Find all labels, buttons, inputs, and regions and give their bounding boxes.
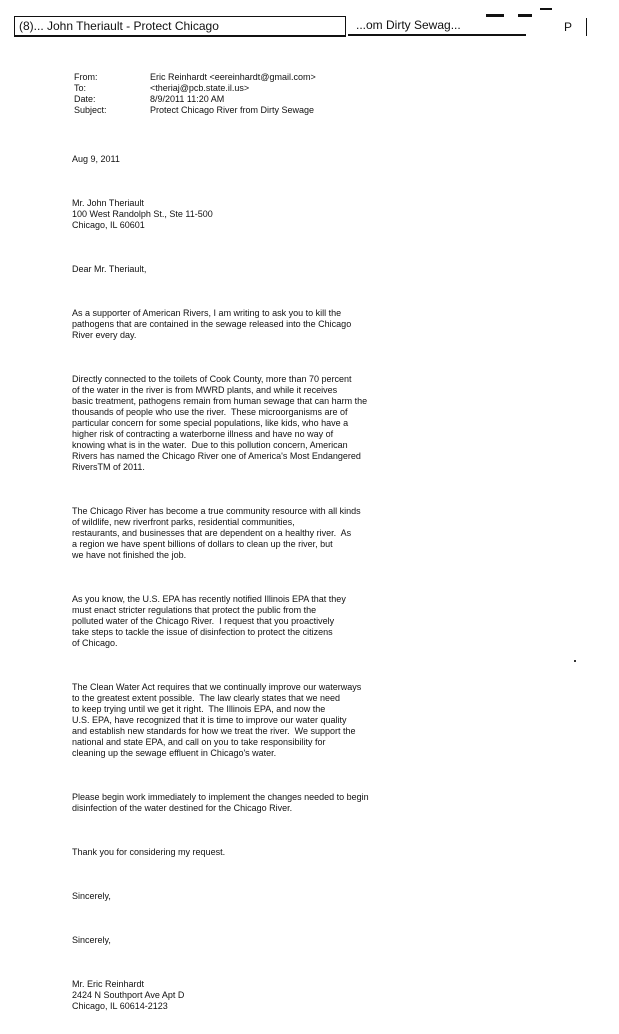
date-line: Aug 9, 2011 [72, 154, 120, 164]
signature: Mr. Eric Reinhardt 2424 N Southport Ave Apt D Chicago, IL 60614-2123 [72, 979, 185, 1011]
closing-2: Sincerely, [72, 935, 111, 945]
paragraph-5: The Clean Water Act requires that we continually improve our waterways to the greatest extent possible. The law clearly states that we need to keep trying until we get it right. The Illinois EPA, and now the U.S. EPA, have recognized that it is time to improve our water quality and establish new standards for how we treat the river. We support the national and state EPA, and call on you to take responsibility for cleaning up the sewage effluent in Chicago's water. [72, 682, 362, 758]
paragraph-4: As you know, the U.S. EPA has recently notified Illinois EPA that they must enact stricter regulations that protect the public from the polluted water of the Chicago River. I request that you proactively take steps to tackle the issue of disinfection to protect the citizens of Chicago. [72, 594, 346, 648]
maximize-icon[interactable] [518, 14, 532, 17]
minimize-icon[interactable] [486, 14, 504, 17]
email-headers [74, 72, 316, 116]
header-subject: Subject: Protect Chicago River from Dirty Sewage [74, 105, 315, 115]
header-date: Date: 8/9/2011 11:20 AM [74, 94, 225, 104]
email-body [72, 132, 542, 1034]
header-from: From: Eric Reinhardt <eereinhardt@gmail.com> [74, 72, 316, 82]
closing-1: Sincerely, [72, 891, 111, 901]
recipient-address: Mr. John Theriault 100 West Randolph St., Ste 11-500 Chicago, IL 60601 [72, 198, 213, 230]
paragraph-3: The Chicago River has become a true community resource with all kinds of wildlife, new riverfront parks, residential communities, restaurants, and businesses that are dependent on a healthy river. As a region we have spent billions of dollars to clean up the river, but we have not finished the job. [72, 506, 361, 560]
paragraph-6: Please begin work immediately to implement the changes needed to begin disinfection of the water destined for the Chicago River. [72, 792, 369, 813]
scan-speck [574, 660, 576, 662]
paragraph-2: Directly connected to the toilets of Cook County, more than 70 percent of the water in the river is from MWRD plants, and while it receives basic treatment, pathogens remain from human sewage that can harm the thousands of people who use the river. These microorganisms are of particular concern for some special populations, like kids, who have a higher risk of contracting a waterborne illness and have no way of knowing what is in the water. Due to this pollution concern, American Rivers has named the Chicago River one of America's Most Endangered RiversTM of 2011. [72, 374, 368, 472]
salutation: Dear Mr. Theriault, [72, 264, 147, 274]
header-to: To: <theriaj@pcb.state.il.us> [74, 83, 250, 93]
window-tab[interactable]: ...om Dirty Sewag... [348, 16, 526, 36]
paragraph-1: As a supporter of American Rivers, I am writing to ask you to kill the pathogens that are contained in the sewage released into the Chicago River every day. [72, 308, 352, 340]
close-icon[interactable] [540, 8, 552, 10]
side-label: P [558, 18, 587, 36]
window-title-bar [0, 8, 619, 34]
window-title[interactable]: (8)... John Theriault - Protect Chicago [14, 16, 346, 37]
paragraph-7: Thank you for considering my request. [72, 847, 226, 857]
